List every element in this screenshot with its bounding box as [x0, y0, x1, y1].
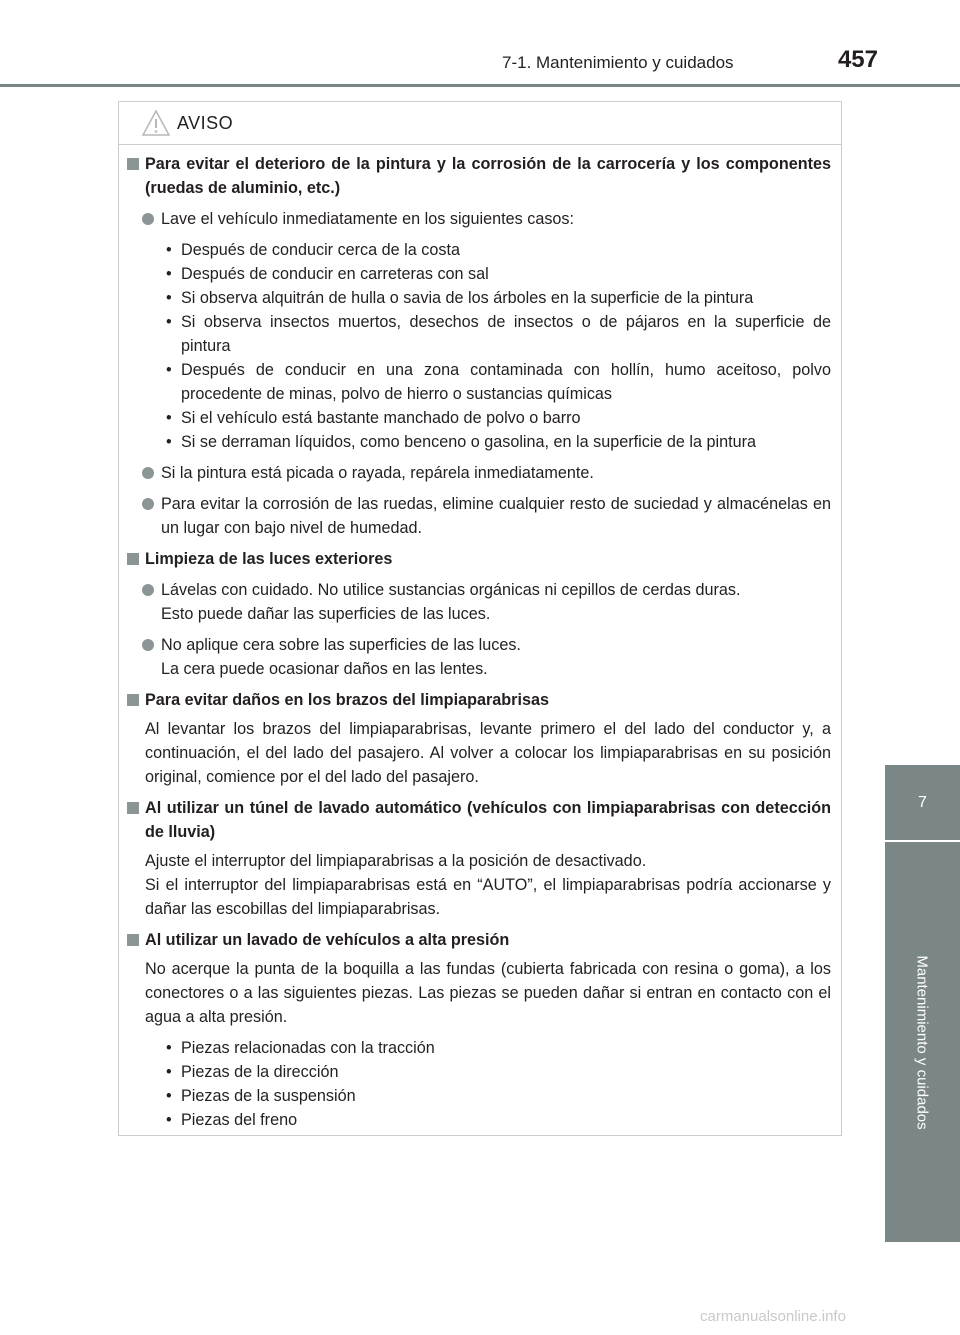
chapter-tab-number: 7 — [885, 765, 960, 840]
paragraph: No acerque la punta de la boquilla a las fundas (cubierta fabricada con resina o goma), a los conectores o a las siguientes piezas. Las piezas se pueden dañar si entran en contacto con el agua a alta presión. — [145, 960, 831, 1026]
warning-content — [127, 152, 831, 1132]
list-item: • Después de conducir en carreteras con sal — [166, 265, 489, 283]
section-heading: Para evitar el deterioro de la pintura y la corrosión de la carrocería y los componentes (ruedas de aluminio, etc.) — [127, 152, 831, 200]
header-rule — [0, 84, 960, 87]
list-item: • Piezas relacionadas con la tracción — [166, 1039, 435, 1057]
list-item: • Piezas del freno — [166, 1111, 298, 1129]
paragraph: Ajuste el interruptor del limpiaparabrisas a la posición de desactivado. Si el interruptor del limpiaparabrisas está en “AUTO”, el limpiaparabrisas podría accionarse y dañar las escobillas del limpiaparabrisas. — [145, 852, 831, 918]
page-number: 457 — [837, 46, 878, 73]
section-heading: Para evitar daños en los brazos del limpiaparabrisas — [127, 688, 831, 712]
chapter-tab-label-text: Mantenimiento y cuidados — [914, 954, 932, 1130]
paragraph: Al levantar los brazos del limpiaparabrisas, levante primero el del lado del conductor y, a continuación, el del lado del pasajero. Al volver a colocar los limpiaparabrisas en su posición original, comience por el del lado del pasajero. — [145, 720, 831, 786]
list-item: • Si observa insectos muertos, desechos de insectos o de pájaros en la superficie de pintura — [166, 313, 831, 355]
list-item: • Si observa alquitrán de hulla o savia de los árboles en la superficie de la pintura — [166, 289, 754, 307]
round-bullet-icon — [142, 639, 154, 651]
square-bullet-icon — [127, 934, 139, 946]
section-heading: Limpieza de las luces exteriores — [127, 547, 831, 571]
warning-triangle-icon — [141, 109, 171, 137]
round-bullet-icon — [142, 213, 154, 225]
bullet-item: Para evitar la corrosión de las ruedas, elimine cualquier resto de suciedad y almacénelas en un lugar con bajo nivel de humedad. — [127, 492, 831, 540]
list-item: • Si se derraman líquidos, como benceno o gasolina, en la superficie de la pintura — [166, 433, 757, 451]
round-bullet-icon — [142, 498, 154, 510]
warning-header — [119, 102, 841, 145]
list-item: • Después de conducir cerca de la costa — [166, 241, 460, 259]
section-heading: Al utilizar un túnel de lavado automático (vehículos con limpiaparabrisas con detección de lluvia) — [127, 796, 831, 844]
section-heading: Al utilizar un lavado de vehículos a alta presión — [127, 928, 831, 952]
section-title: 7-1. Mantenimiento y cuidados — [502, 53, 734, 72]
sub-list — [127, 1036, 831, 1132]
list-item: • Si el vehículo está bastante manchado de polvo o barro — [166, 409, 581, 427]
sub-list — [127, 238, 831, 454]
list-item: • Piezas de la suspensión — [166, 1087, 356, 1105]
watermark: carmanualsonline.info — [700, 1308, 846, 1325]
square-bullet-icon — [127, 553, 139, 565]
round-bullet-icon — [142, 584, 154, 596]
square-bullet-icon — [127, 802, 139, 814]
bullet-item: No aplique cera sobre las superficies de las luces. La cera puede ocasionar daños en las lentes. — [127, 633, 831, 681]
bullet-item: Si la pintura está picada o rayada, repárela inmediatamente. — [127, 461, 831, 485]
round-bullet-icon — [142, 467, 154, 479]
warning-title: AVISO — [177, 112, 234, 133]
list-item: • Piezas de la dirección — [166, 1063, 339, 1081]
square-bullet-icon — [127, 694, 139, 706]
square-bullet-icon — [127, 158, 139, 170]
bullet-item: Lávelas con cuidado. No utilice sustancias orgánicas ni cepillos de cerdas duras. Esto puede dañar las superficies de las luces. — [127, 578, 831, 626]
warning-box — [118, 101, 842, 1136]
bullet-item: Lave el vehículo inmediatamente en los siguientes casos: — [127, 207, 831, 231]
list-item: • Después de conducir en una zona contaminada con hollín, humo aceitoso, polvo procedente de minas, polvo de hierro o sustancias químicas — [166, 361, 831, 403]
chapter-tab-label — [885, 842, 960, 1242]
